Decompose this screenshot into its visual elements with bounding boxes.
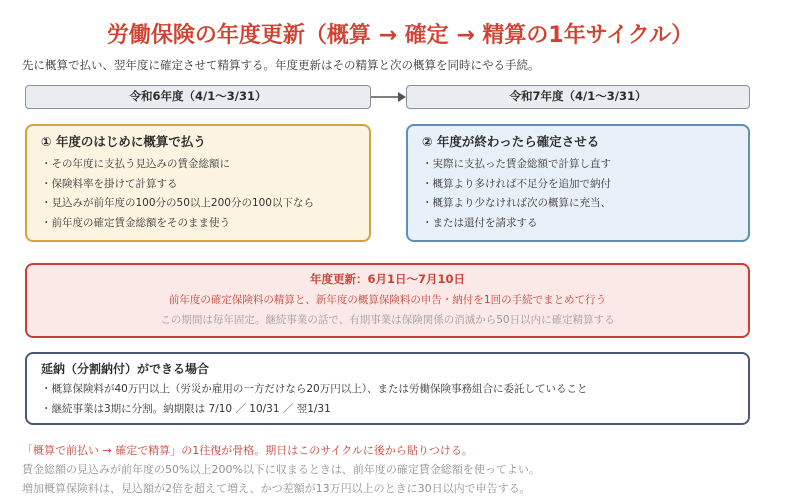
footer-summary: 「概算で前払い → 確定で精算」の1往復が骨格。期日はこのサイクルに後から貼りつける。 — [22, 444, 473, 457]
confirm-card-list — [408, 155, 748, 233]
list-item: ・実際に支払った賃金総額で計算し直す — [422, 158, 611, 170]
estimate-card-list — [27, 155, 369, 233]
fiscal-year-right-box: 令和7年度（4/1〜3/31） — [406, 85, 750, 109]
footer-note: 賃金総額の見込みが前年度の50%以上200%以下に収まるときは、前年度の確定賃金総額を使ってよい。 — [22, 463, 540, 476]
installment-list — [27, 380, 748, 419]
renewal-title: 年度更新：6月1日〜7月10日 — [309, 272, 465, 286]
arrow-right-icon — [371, 89, 406, 105]
page-subtitle: 先に概算で払い、翌年度に確定させて精算する。年度更新はその精算と次の概算を同時にやる手続。 — [22, 58, 540, 72]
confirm-card-heading: ② 年度が終わったら確定させる — [422, 134, 600, 149]
list-item: ・前年度の確定賃金総額をそのまま使う — [41, 216, 230, 229]
list-item: ・概算より少なければ次の概算に充当、 — [422, 197, 611, 209]
estimate-card — [25, 124, 371, 242]
list-item: ・その年度に支払う見込みの賃金総額に — [41, 158, 230, 170]
list-item: ・概算より多ければ不足分を追加で納付 — [422, 177, 611, 190]
estimate-card-heading: ① 年度のはじめに概算で払う — [41, 134, 206, 149]
list-item: ・保険料率を掛けて計算する — [41, 177, 178, 190]
page-title: 労働保険の年度更新（概算 → 確定 → 精算の1年サイクル） — [106, 23, 694, 48]
footer-note: 増加概算保険料は、見込額が2倍を超えて増え、かつ差額が13万円以上のときに30日以内で申告する。 — [22, 482, 531, 495]
annual-renewal-box — [25, 263, 750, 338]
list-item: ・継続事業は3期に分割。納期限は 7/10 ／ 10/31 ／ 翌1/31 — [41, 402, 331, 415]
confirm-card — [406, 124, 750, 242]
installment-box — [25, 352, 750, 425]
installment-heading: 延納（分割納付）ができる場合 — [41, 362, 210, 376]
list-item: ・見込みが前年度の100分の50以上200分の100以下なら — [41, 197, 314, 209]
list-item: ・概算保険料が40万円以上（労災か雇用の一方だけなら20万円以上）、または労働保険事務組合に委託していること — [41, 383, 588, 395]
fiscal-year-left-box: 令和6年度（4/1〜3/31） — [25, 85, 371, 109]
renewal-note: この期間は毎年固定。継続事業の話で、有期事業は保険関係の消滅から50日以内に確定精算する — [160, 314, 615, 326]
renewal-description: 前年度の確定保険料の精算と、新年度の概算保険料の申告・納付を1回の手続でまとめて行う — [168, 294, 607, 306]
list-item: ・または還付を請求する — [422, 216, 538, 229]
